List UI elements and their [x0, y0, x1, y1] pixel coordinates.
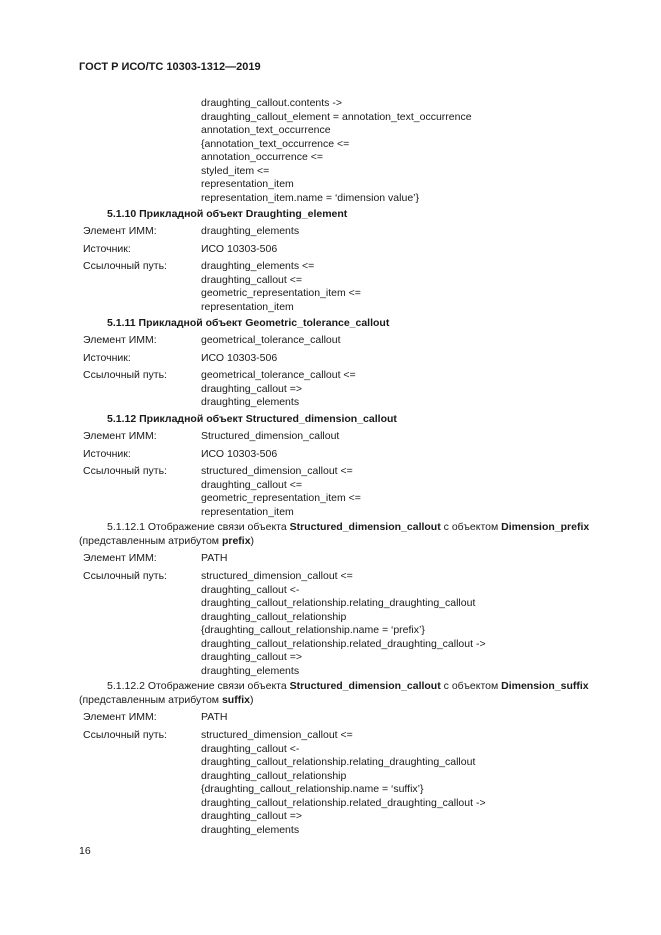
- mapping-heading-cont: (представленным атрибутом prefix): [79, 534, 255, 547]
- path-line: draughting_callout_relationship: [201, 610, 347, 623]
- path-line: structured_dimension_callout <=: [201, 729, 353, 741]
- path-line: draughting_callout <=: [201, 273, 302, 286]
- path-label: Ссылочный путь:: [83, 260, 167, 272]
- source-value: ИСО 10303-506: [201, 243, 278, 255]
- element-value: geometrical_tolerance_callout: [201, 334, 341, 346]
- path-line: draughting_callout_relationship: [201, 769, 347, 782]
- path-line: draughting_callout_relationship.relating_draughting_callout: [201, 756, 476, 768]
- source-value: ИСО 10303-506: [201, 448, 278, 460]
- path-line: draughting_callout =>: [201, 651, 302, 663]
- path-line: draughting_elements: [201, 823, 300, 836]
- path-line: annotation_occurrence <=: [201, 151, 324, 163]
- path-line: structured_dimension_callout <=: [201, 465, 353, 477]
- mapping-heading-cont: (представленным атрибутом suffix): [79, 693, 254, 706]
- element-value: draughting_elements: [201, 225, 300, 237]
- path-label: Ссылочный путь:: [83, 369, 167, 381]
- mapping-heading: 5.1.12.1 Отображение связи объекта Structured_dimension_callout с объектом Dimension_prefix: [107, 521, 590, 533]
- path-line: geometric_representation_item <=: [201, 287, 361, 299]
- path-line: representation_item.name = ‘dimension value’}: [201, 191, 420, 204]
- path-line: draughting_callout.contents ->: [201, 97, 342, 109]
- element-label: Элемент ИММ:: [83, 225, 157, 237]
- source-label: Источник:: [83, 352, 131, 364]
- element-label: Элемент ИММ:: [83, 430, 157, 442]
- page-number: 16: [79, 845, 91, 857]
- path-line: {draughting_callout_relationship.name = ‘prefix’}: [201, 624, 425, 636]
- path-label: Ссылочный путь:: [83, 570, 167, 582]
- path-line: draughting_callout_element = annotation_text_occurrence: [201, 110, 472, 123]
- path-line: draughting_callout =>: [201, 810, 302, 822]
- path-line: geometric_representation_item <=: [201, 492, 361, 504]
- path-line: {draughting_callout_relationship.name = ‘suffix’}: [201, 783, 424, 795]
- element-value: PATH: [201, 711, 228, 723]
- element-label: Элемент ИММ:: [83, 334, 157, 346]
- path-label: Ссылочный путь:: [83, 729, 167, 741]
- path-line: geometrical_tolerance_callout <=: [201, 369, 356, 381]
- path-line: draughting_callout <-: [201, 742, 300, 755]
- path-line: draughting_callout <=: [201, 478, 302, 491]
- path-line: representation_item: [201, 178, 294, 190]
- path-line: draughting_elements <=: [201, 260, 315, 272]
- path-line: representation_item: [201, 505, 294, 518]
- element-value: PATH: [201, 552, 228, 564]
- path-line: draughting_callout_relationship.related_draughting_callout ->: [201, 796, 486, 809]
- section-heading: 5.1.10 Прикладной объект Draughting_element: [107, 208, 348, 220]
- path-line: draughting_elements: [201, 664, 300, 677]
- path-line: draughting_callout_relationship.related_draughting_callout ->: [201, 637, 486, 650]
- path-line: draughting_callout <-: [201, 583, 300, 596]
- source-value: ИСО 10303-506: [201, 352, 278, 364]
- section-heading: 5.1.11 Прикладной объект Geometric_tolerance_callout: [107, 317, 390, 329]
- section-heading: 5.1.12 Прикладной объект Structured_dimension_callout: [107, 413, 397, 425]
- mapping-heading: 5.1.12.2 Отображение связи объекта Structured_dimension_callout с объектом Dimension_suffix: [107, 680, 589, 692]
- element-label: Элемент ИММ:: [83, 552, 157, 564]
- source-label: Источник:: [83, 448, 131, 460]
- path-line: draughting_callout_relationship.relating_draughting_callout: [201, 597, 476, 609]
- source-label: Источник:: [83, 243, 131, 255]
- path-line: draughting_callout =>: [201, 382, 302, 395]
- path-line: structured_dimension_callout <=: [201, 570, 353, 582]
- path-line: representation_item: [201, 300, 294, 313]
- path-line: draughting_elements: [201, 396, 300, 408]
- document-code: ГОСТ Р ИСО/ТС 10303-1312—2019: [79, 61, 261, 73]
- path-line: {annotation_text_occurrence <=: [201, 137, 350, 150]
- element-value: Structured_dimension_callout: [201, 430, 340, 442]
- path-label: Ссылочный путь:: [83, 465, 167, 477]
- path-line: styled_item <=: [201, 164, 270, 177]
- element-label: Элемент ИММ:: [83, 711, 157, 723]
- path-line: annotation_text_occurrence: [201, 124, 331, 136]
